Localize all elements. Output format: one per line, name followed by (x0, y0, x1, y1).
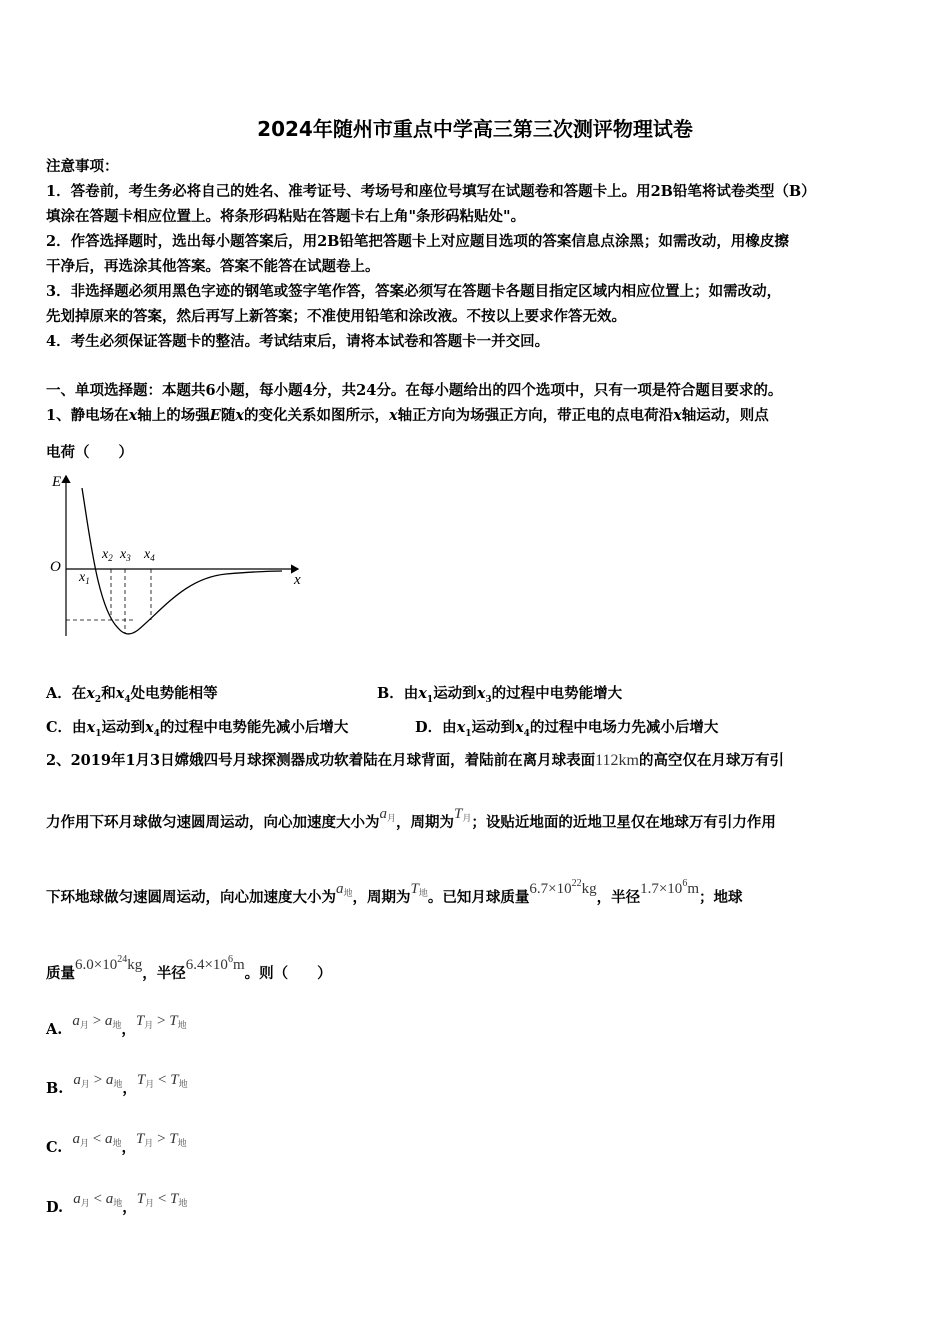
e-field-graph (46, 468, 316, 646)
notice-line: 先划掉原来的答案，然后再写上新答案；不准使用铅笔和涂改液。不按以上要求作答无效。 (46, 308, 626, 325)
q2-option-a[interactable]: A. $a_月 > a_地$，$T_月 > T_地$ (46, 1013, 187, 1038)
x-axis-label: x (294, 572, 301, 588)
q2-option-d[interactable]: D. $a_月 < a_地$，$T_月 < T_地$ (46, 1191, 188, 1216)
q1-stem-line1: 1、静电场在x轴上的场强E随x的变化关系如图所示，x轴正方向为场强正方向，带正电的点电荷沿x轴运动，则点 (46, 407, 769, 424)
notice-line: 1．答卷前，考生务必将自己的姓名、准考证号、考场号和座位号填写在试题卷和答题卡上。用2B铅笔将试卷类型（B） (46, 183, 816, 200)
q2-stem-line4: 质量$6.0\times 10^{24}kg$，半径$6.4\times 10^6m$。则（ ） (46, 954, 332, 982)
notice-line: 2．作答选择题时，选出每小题答案后，用2B铅笔把答题卡上对应题目选项的答案信息点涂黑；如需改动，用橡皮擦 (46, 233, 789, 250)
notice-line: 4．考生必须保证答题卡的整洁。考试结束后，请将本试卷和答题卡一并交回。 (46, 333, 550, 350)
x4-label: $x_4$ (144, 547, 155, 563)
q2-stem-line1: 2、2019年1月3日嫦娥四号月球探测器成功软着陆在月球背面，着陆前在离月球表面112km的高空仅在月球万有引 (46, 752, 784, 769)
notice-line: 干净后，再选涂其他答案。答案不能答在试题卷上。 (46, 258, 380, 275)
q1-option-b[interactable]: B．由$x_1$运动到$x_3$的过程中电势能增大 (377, 685, 623, 705)
section-heading: 一、单项选择题：本题共6小题，每小题4分，共24分。在每小题给出的四个选项中，只有一项是符合题目要求的。 (46, 382, 783, 399)
q2-stem-line3: 下环地球做匀速圆周运动，向心加速度大小为$a_地$，周期为$T_地$。已知月球质量$6.7\times 10^{22}kg$，半径$1.7\times 10^6m$；地球 (46, 878, 743, 906)
q1-option-c[interactable]: C．由$x_1$运动到$x_4$的过程中电势能先减小后增大 (46, 719, 349, 739)
q1-option-d[interactable]: D．由$x_1$运动到$x_4$的过程中电场力先减小后增大 (415, 719, 719, 739)
e-axis-label: E (52, 474, 62, 490)
q2-option-c[interactable]: C. $a_月 < a_地$，$T_月 > T_地$ (46, 1131, 187, 1156)
q1-option-a[interactable]: A．在$x_2$和$x_4$处电势能相等 (46, 685, 218, 705)
notice-heading: 注意事项： (46, 158, 119, 175)
q1-stem-line2: 电荷（ ） (46, 444, 133, 461)
origin-label: O (50, 559, 61, 575)
x1-label: $x_1$ (79, 570, 90, 586)
page-title: 2024年随州市重点中学高三第三次测评物理试卷 (257, 117, 693, 141)
x2-label: $x_2$ (102, 547, 113, 563)
notice-line: 3．非选择题必须用黑色字迹的钢笔或签字笔作答，答案必须写在答题卡各题目指定区域内相应位置上；如需改动， (46, 283, 782, 300)
q2-stem-line2: 力作用下环月球做匀速圆周运动，向心加速度大小为$a_月$，周期为$T_月$；设贴近地面的近地卫星仅在地球万有引力作用 (46, 806, 776, 831)
x3-label: $x_3$ (120, 547, 131, 563)
q2-option-b[interactable]: B. $a_月 > a_地$，$T_月 < T_地$ (46, 1072, 188, 1097)
notice-line: 填涂在答题卡相应位置上。将条形码粘贴在答题卡右上角"条形码粘贴处"。 (46, 208, 526, 225)
